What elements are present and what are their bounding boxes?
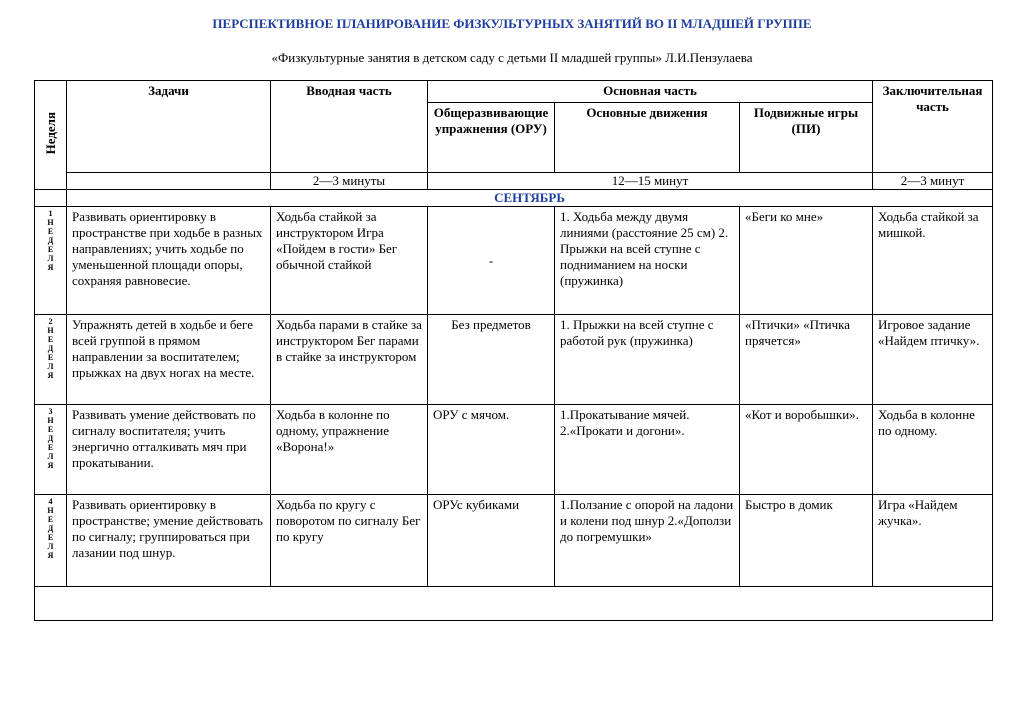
- month-spacer: [35, 190, 67, 207]
- header-main-time: 12—15 минут: [428, 173, 873, 190]
- row-intro: Ходьба стайкой за инструктором Игра «Пойдем в гости» Бег обычной стайкой: [271, 207, 428, 315]
- row-oru: ОРУс кубиками: [428, 495, 555, 587]
- row-final: Игра «Найдем жучка».: [873, 495, 993, 587]
- row-final: Ходьба в колонне по одному.: [873, 405, 993, 495]
- header-basic-moves: Основные движения: [555, 103, 740, 173]
- header-intro-time: 2—3 минуты: [271, 173, 428, 190]
- row-basic-moves: 1. Ходьба между двумя линиями (расстояние 25 см) 2. Прыжки на всей ступне с подниманием на носки (пружинка): [555, 207, 740, 315]
- week-number: 2 Н Е Д Е Л Я: [35, 315, 67, 405]
- table-row: [35, 315, 993, 405]
- row-final: Игровое задание «Найдем птичку».: [873, 315, 993, 405]
- week-number: 4 Н Е Д Е Л Я: [35, 495, 67, 587]
- row-tasks: Развивать ориентировку в пространстве при ходьбе в разных направлениях; учить ходьбе по уменьшенной площади опоры, сохраняя равновесие.: [67, 207, 271, 315]
- row-intro: Ходьба в колонне по одному, упражнение «Ворона!»: [271, 405, 428, 495]
- row-tasks: Развивать умение действовать по сигналу воспитателя; учить энергично отталкивать мяч при прокатывании.: [67, 405, 271, 495]
- week-number: 3 Н Е Д Е Л Я: [35, 405, 67, 495]
- header-final-time: 2—3 минут: [873, 173, 993, 190]
- row-oru: Без предметов: [428, 315, 555, 405]
- header-games: Подвижные игры (ПИ): [740, 103, 873, 173]
- header-main: Основная часть: [428, 81, 873, 103]
- header-final: Заключительная часть: [873, 81, 993, 173]
- row-intro: Ходьба по кругу с поворотом по сигналу Бег по кругу: [271, 495, 428, 587]
- table-row: [35, 207, 993, 315]
- week-number: 1 Н Е Д Е Л Я: [35, 207, 67, 315]
- row-oru: -: [428, 207, 555, 315]
- header-oru: Общеразвивающие упражнения (ОРУ): [428, 103, 555, 173]
- empty-cell: [35, 587, 993, 621]
- row-games: Быстро в домик: [740, 495, 873, 587]
- table-row: [35, 405, 993, 495]
- month-label: СЕНТЯБРЬ: [67, 190, 993, 207]
- row-games: «Кот и воробышки».: [740, 405, 873, 495]
- table-row: [35, 495, 993, 587]
- row-basic-moves: 1. Прыжки на всей ступне с работой рук (пружинка): [555, 315, 740, 405]
- page-subtitle: «Физкультурные занятия в детском саду с детьми II младшей группы» Л.И.Пензулаева: [271, 50, 753, 65]
- plan-table: [34, 80, 993, 621]
- header-week: Неделя: [35, 81, 67, 190]
- row-oru: ОРУ с мячом.: [428, 405, 555, 495]
- header-intro: Вводная часть: [271, 81, 428, 173]
- row-final: Ходьба стайкой за мишкой.: [873, 207, 993, 315]
- row-basic-moves: 1.Прокатывание мячей. 2.«Прокати и догони».: [555, 405, 740, 495]
- empty-row: [35, 587, 993, 621]
- header-tasks: Задачи: [67, 81, 271, 173]
- row-intro: Ходьба парами в стайке за инструктором Бег парами в стайке за инструктором: [271, 315, 428, 405]
- row-games: «Птички» «Птичка прячется»: [740, 315, 873, 405]
- row-tasks: Развивать ориентировку в пространстве; умение действовать по сигналу; группироваться при лазании под шнур.: [67, 495, 271, 587]
- row-tasks: Упражнять детей в ходьбе и беге всей группой в прямом направлении за воспитателем; прыжках на двух ногах на месте.: [67, 315, 271, 405]
- header-time-spacer: [67, 173, 271, 190]
- row-basic-moves: 1.Ползание с опорой на ладони и колени под шнур 2.«Доползи до погремушки»: [555, 495, 740, 587]
- page-title: ПЕРСПЕКТИВНОЕ ПЛАНИРОВАНИЕ ФИЗКУЛЬТУРНЫХ ЗАНЯТИЙ ВО II МЛАДШЕЙ ГРУППЕ: [212, 16, 812, 31]
- row-games: «Беги ко мне»: [740, 207, 873, 315]
